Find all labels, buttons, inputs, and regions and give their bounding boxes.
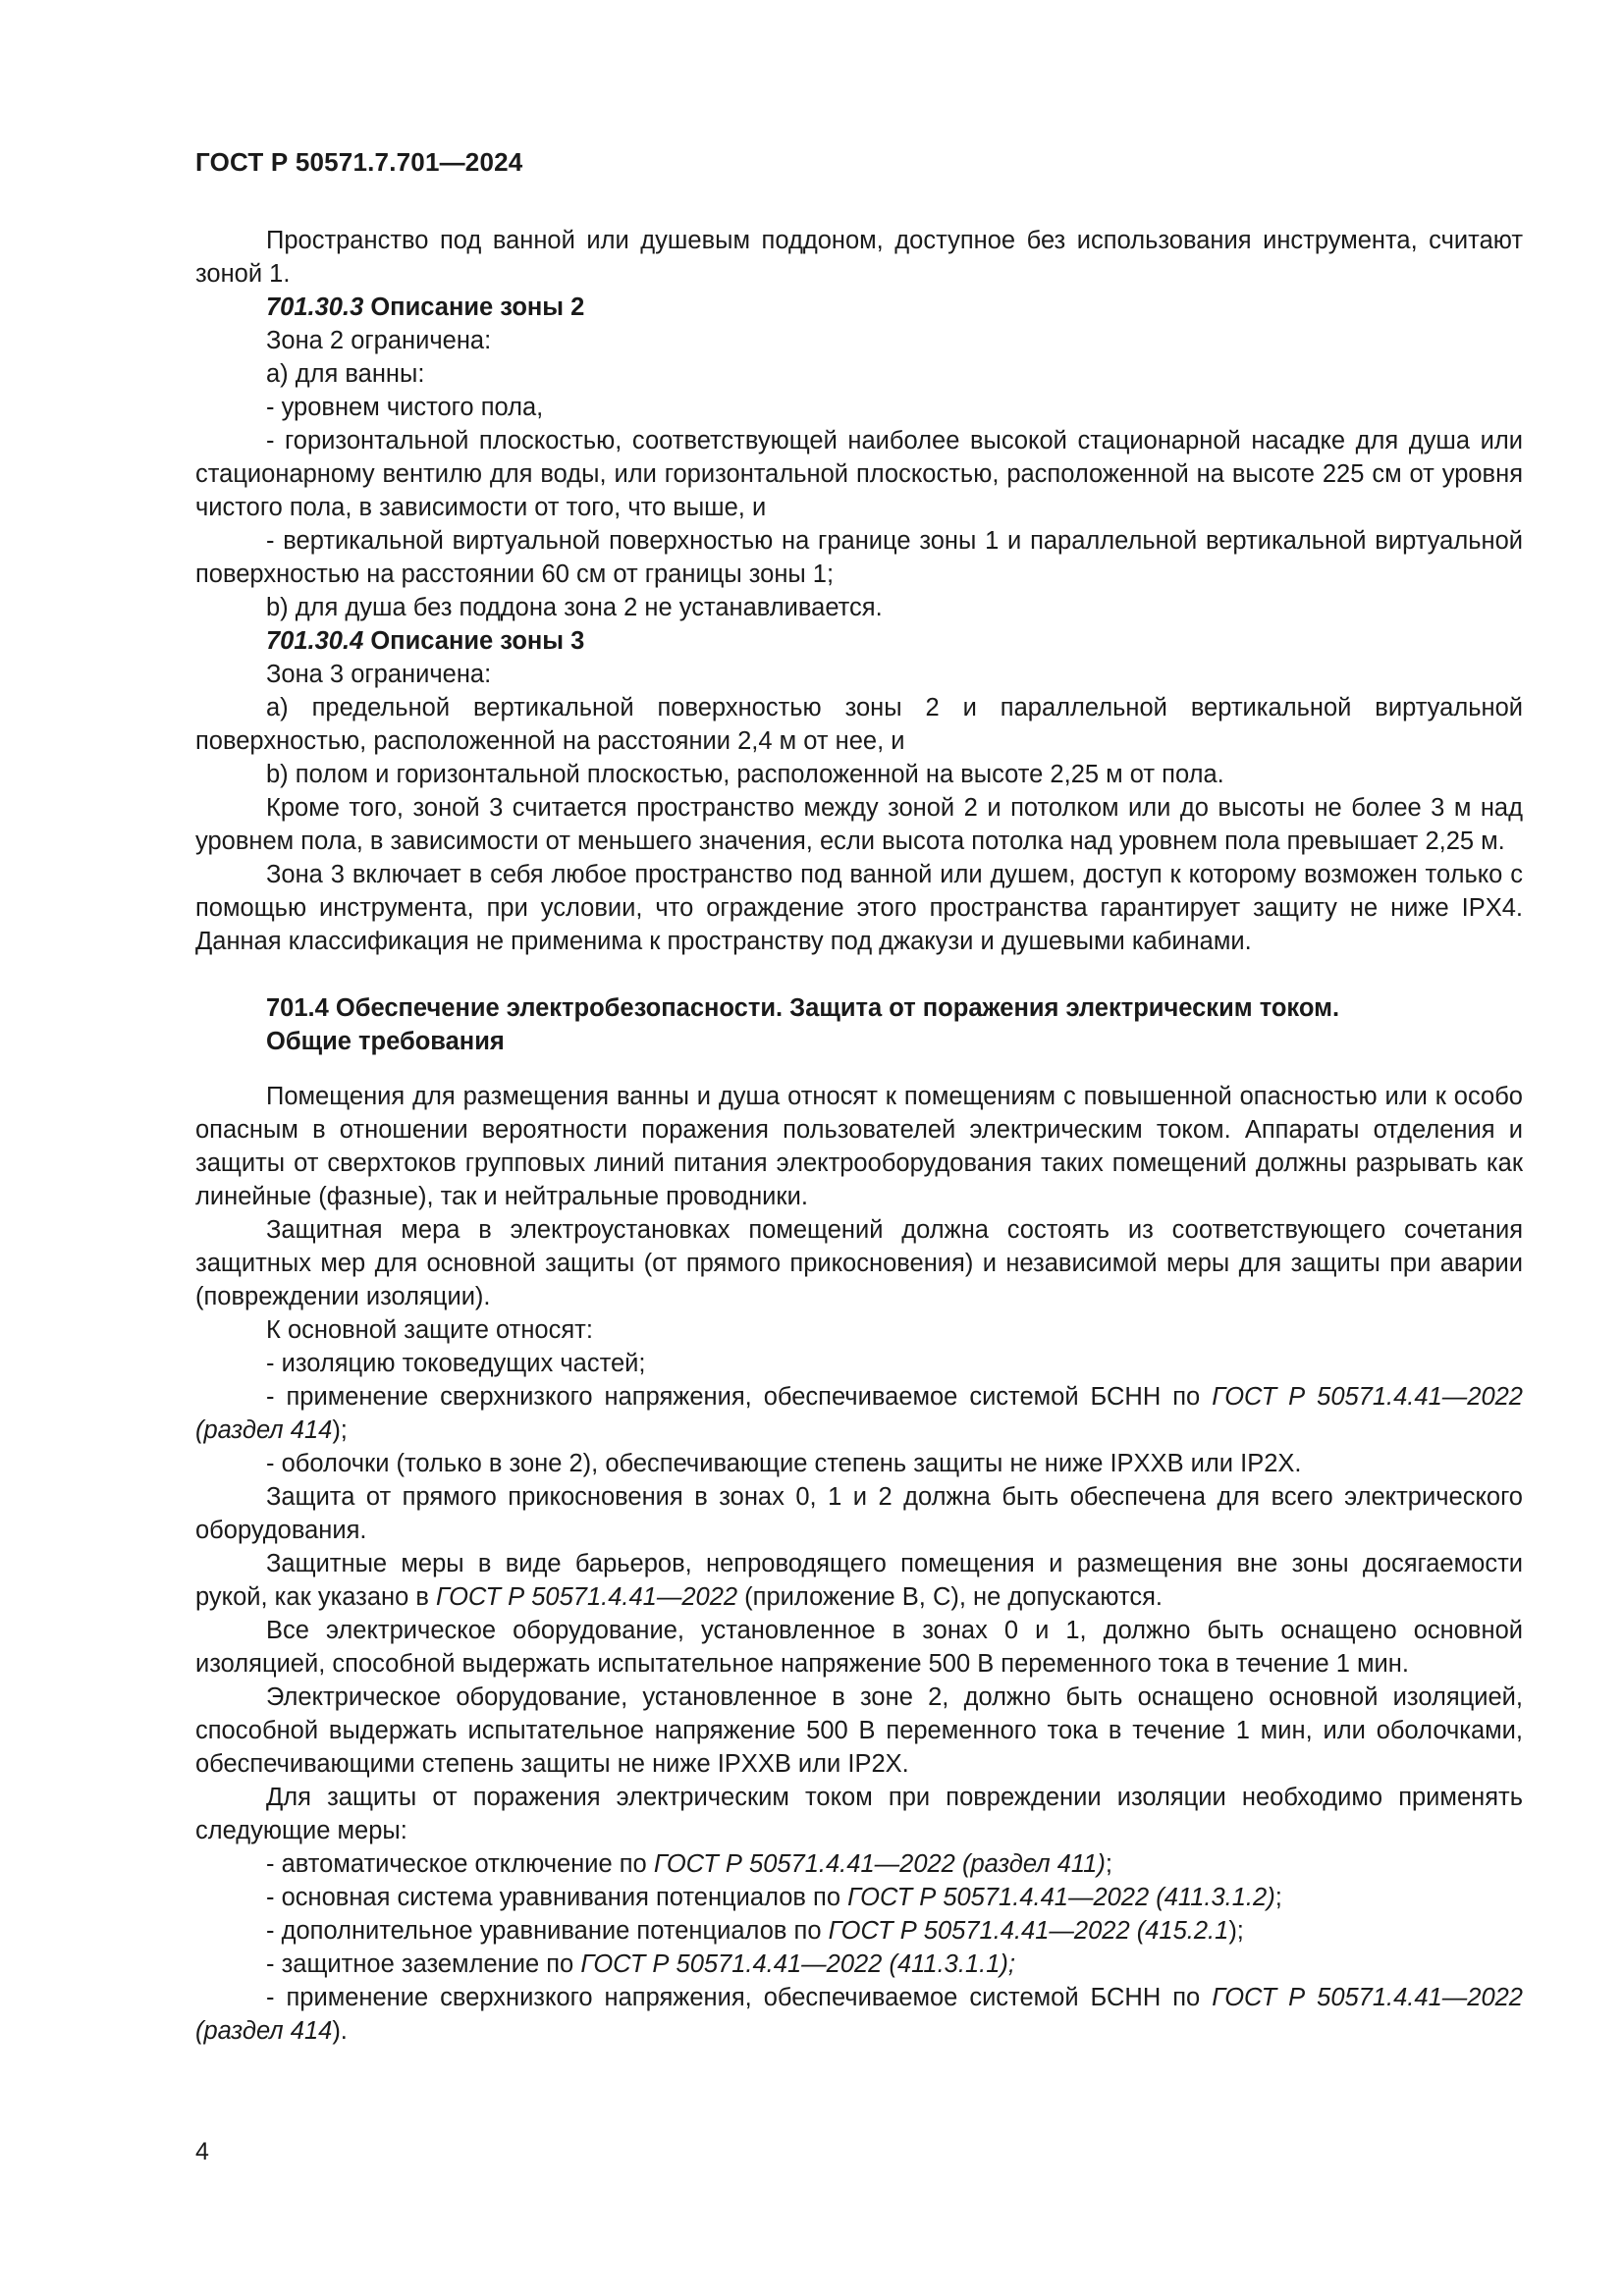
text-run: Для защиты от поражения электрическим током при повреждении изоляции необходимо применять следующие меры: <box>195 1784 1523 1844</box>
text-run: ГОСТ Р 50571.4.41—2022 (раздел 414 <box>195 1383 1523 1444</box>
text-run: Электрическое оборудование, установленное в зоне 2, должно быть оснащено основной изоляцией, способной выдержать испытательное напряжение 500 В переменного тока в течение 1 мин, или оболочками, обеспечивающими степень защиты не ниже IPXXB или IP2X. <box>195 1683 1523 1778</box>
text-run: Кроме того, зоной 3 считается пространство между зоной 2 и потолком или до высоты не более 3 м над уровнем пола, в зависимости от меньшего значения, если высота потолка над уровнем пола превышает 2,25 м. <box>195 794 1523 855</box>
paragraph <box>195 791 1523 858</box>
paragraph <box>195 1781 1523 1847</box>
text-run: Пространство под ванной или душевым поддоном, доступное без использования инструмента, считают зоной 1. <box>195 227 1523 288</box>
paragraph <box>195 624 1523 658</box>
text-run: - применение сверхнизкого напряжения, обеспечиваемое системой БСНН по <box>266 1383 1213 1411</box>
paragraph <box>195 224 1523 291</box>
text-run: Описание зоны 2 <box>363 294 585 321</box>
paragraph <box>195 1981 1523 2048</box>
text-run: (приложение В, С), не допускаются. <box>737 1583 1163 1611</box>
page-number: 4 <box>195 2138 209 2165</box>
text-run: - горизонтальной плоскостью, соответствующей наиболее высокой стационарной насадке для душа или стационарному вентилю для воды, или горизонтальной плоскостью, расположенной на высоте 225 см от уровня чистого пола, в зависимости от того, что выше, и <box>195 427 1523 521</box>
text-run: 701.30.4 <box>266 627 364 655</box>
paragraph <box>195 1447 1523 1480</box>
paragraph <box>195 391 1523 424</box>
text-run: Зона 2 ограничена: <box>266 327 492 354</box>
text-run: ; <box>1274 1884 1282 1911</box>
paragraph <box>195 1614 1523 1681</box>
paragraph <box>195 1681 1523 1781</box>
text-run: ГОСТ Р 50571.4.41—2022 (415.2.1 <box>828 1917 1229 1945</box>
paragraph <box>195 524 1523 591</box>
paragraph <box>195 1480 1523 1547</box>
section-heading <box>195 991 1523 1058</box>
text-run: a) для ванны: <box>266 360 425 388</box>
text-run: Помещения для размещения ванны и душа относят к помещениям с повышенной опасностью или к особо опасным в отношении вероятности поражения пользователей электрическим током. Аппараты отделения и защиты от сверхтоков групповых линий питания электрооборудования таких помещений должны разрывать как линейные (фазные), так и нейтральные проводники. <box>195 1083 1523 1210</box>
text-run: a) предельной вертикальной поверхностью зоны 2 и параллельной вертикальной виртуальной поверхностью, расположенной на расстоянии 2,4 м от нее, и <box>195 694 1523 755</box>
text-run: ГОСТ Р 50571.4.41—2022 (раздел 414 <box>195 1984 1523 2045</box>
text-run: - дополнительное уравнивание потенциалов по <box>266 1917 829 1945</box>
text-run: - уровнем чистого пола, <box>266 394 544 421</box>
paragraph <box>195 758 1523 791</box>
text-run: ГОСТ Р 50571.4.41—2022 (411.3.1.1); <box>580 1950 1015 1978</box>
text-run: ); <box>1228 1917 1244 1945</box>
paragraph <box>195 291 1523 324</box>
paragraph <box>195 858 1523 958</box>
paragraph <box>195 1313 1523 1347</box>
text-run: Описание зоны 3 <box>363 627 585 655</box>
text-run: - защитное заземление по <box>266 1950 581 1978</box>
text-run: - основная система уравнивания потенциалов по <box>266 1884 848 1911</box>
text-run: Все электрическое оборудование, установленное в зонах 0 и 1, должно быть оснащено основной изоляцией, способной выдержать испытательное напряжение 500 В переменного тока в течение 1 мин. <box>195 1617 1523 1678</box>
paragraph <box>195 357 1523 391</box>
paragraph <box>195 1080 1523 1213</box>
text-run: Зона 3 ограничена: <box>266 661 492 688</box>
paragraph <box>195 324 1523 357</box>
text-run: - оболочки (только в зоне 2), обеспечивающие степень защиты не ниже IPXXB или IP2X. <box>266 1450 1302 1477</box>
section-heading-line: 701.4 Обеспечение электробезопасности. Защита от поражения электрическим током. <box>266 994 1340 1022</box>
paragraph <box>195 424 1523 524</box>
text-run: ; <box>1105 1850 1112 1878</box>
text-run: b) для душа без поддона зона 2 не устанавливается. <box>266 594 883 621</box>
text-run: Зона 3 включает в себя любое пространство под ванной или душем, доступ к которому возможен только с помощью инструмента, при условии, что ограждение этого пространства гарантирует защиту не ниже IPX4. Данная классификация не применима к пространству под джакузи и душевыми кабинами. <box>195 861 1523 955</box>
text-run: - изоляцию токоведущих частей; <box>266 1350 646 1377</box>
document-header: ГОСТ Р 50571.7.701—2024 <box>195 147 523 177</box>
text-run: Защитная мера в электроустановках помещений должна состоять из соответствующего сочетания защитных мер для основной защиты (от прямого прикосновения) и независимой меры для защиты при аварии (повреждении изоляции). <box>195 1216 1523 1310</box>
text-run: - вертикальной виртуальной поверхностью на границе зоны 1 и параллельной вертикальной виртуальной поверхностью на расстоянии 60 см от границы зоны 1; <box>195 527 1523 588</box>
text-run: 701.30.3 <box>266 294 364 321</box>
paragraph <box>195 1213 1523 1313</box>
text-run: ГОСТ Р 50571.4.41—2022 (раздел 411) <box>653 1850 1106 1878</box>
text-run: ГОСТ Р 50571.4.41—2022 (411.3.1.2) <box>847 1884 1275 1911</box>
text-run: - применение сверхнизкого напряжения, обеспечиваемое системой БСНН по <box>266 1984 1213 2011</box>
paragraph <box>195 1380 1523 1447</box>
text-run: - автоматическое отключение по <box>266 1850 654 1878</box>
text-run: К основной защите относят: <box>266 1316 593 1344</box>
text-run: Защита от прямого прикосновения в зонах 0, 1 и 2 должна быть обеспечена для всего электрического оборудования. <box>195 1483 1523 1544</box>
paragraph <box>195 1847 1523 1881</box>
paragraph <box>195 1948 1523 1981</box>
text-run: ). <box>332 2017 348 2045</box>
paragraph <box>195 591 1523 624</box>
paragraph <box>195 1881 1523 1914</box>
paragraph <box>195 691 1523 758</box>
paragraph <box>195 658 1523 691</box>
paragraph <box>195 1547 1523 1614</box>
text-run: ); <box>332 1416 348 1444</box>
text-run: Защитные меры в виде барьеров, непроводящего помещения и размещения вне зоны досягаемости рукой, как указано в <box>195 1550 1523 1611</box>
paragraph <box>195 1347 1523 1380</box>
section-heading-line: Общие требования <box>266 1028 505 1055</box>
text-run: ГОСТ Р 50571.4.41—2022 <box>436 1583 738 1611</box>
document-body <box>195 224 1523 2048</box>
paragraph <box>195 1914 1523 1948</box>
text-run: b) полом и горизонтальной плоскостью, расположенной на высоте 2,25 м от пола. <box>266 761 1224 788</box>
